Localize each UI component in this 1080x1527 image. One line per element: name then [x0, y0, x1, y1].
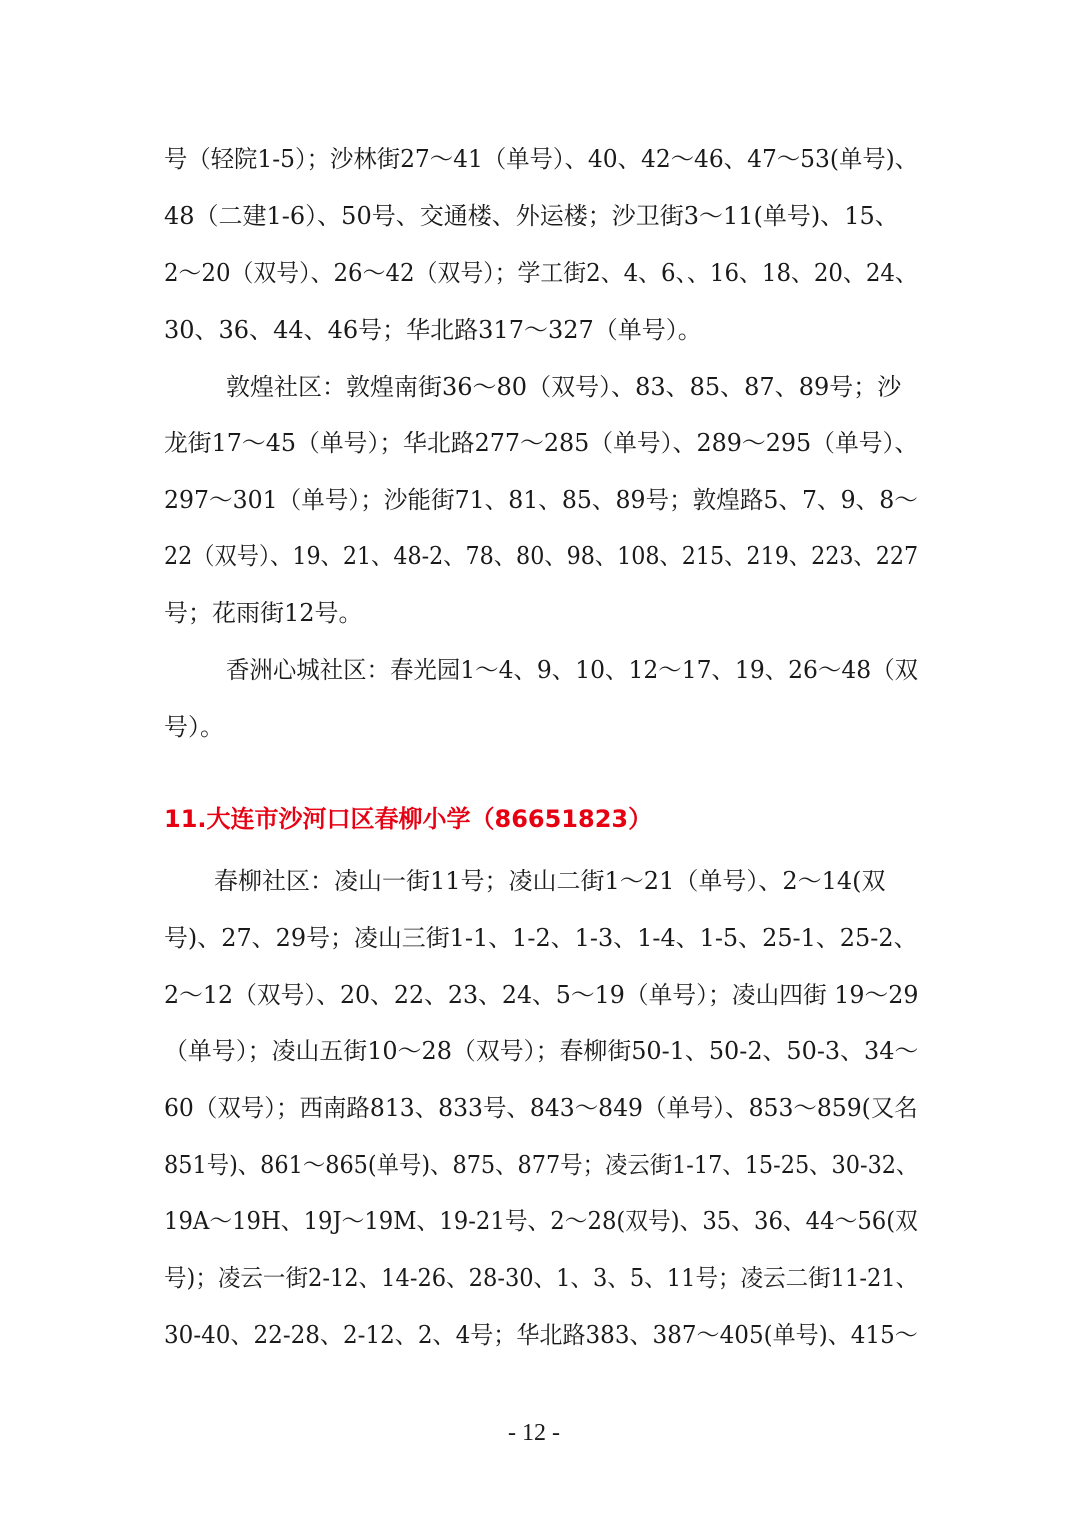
- text-line: 30、36、44、46号；华北路317～327（单号）。: [164, 316, 702, 344]
- text-line: 敦煌社区：敦煌南街36～80（双号）、83、85、87、89号；沙: [226, 373, 902, 401]
- text-line: 龙街17～45（单号）；华北路277～285（单号）、289～295（单号）、: [164, 429, 919, 457]
- text-line: 2～12（双号）、20、22、23、24、5～19（单号）；凌山四街 19～29: [164, 981, 919, 1009]
- text-line: 号（轻院1-5）；沙林街27～41（单号）、40、42～46、47～53(单号)、: [164, 145, 919, 173]
- page-number: - 12 -: [508, 1420, 560, 1446]
- text-line: 号)；凌云一街2-12、14-26、28-30、1、3、5、11号；凌云二街11-21、: [164, 1264, 919, 1292]
- text-line: 48（二建1-6）、50号、交通楼、外运楼；沙卫街3～11(单号)、15、: [164, 202, 899, 230]
- section-heading: 11.大连市沙河口区春柳小学（86651823）: [164, 805, 653, 833]
- text-line: 号）。: [164, 713, 224, 741]
- text-line: 号；花雨街12号。: [164, 599, 363, 627]
- text-line: （单号）；凌山五街10～28（双号）；春柳街50-1、50-2、50-3、34～: [164, 1037, 919, 1065]
- text-line: 19A～19H、19J～19M、19-21号、2～28(双号)、35、36、44～56(双: [164, 1207, 918, 1235]
- text-line: 号)、27、29号；凌山三街1-1、1-2、1-3、1-4、1-5、25-1、25-2、: [164, 924, 918, 952]
- text-line: 30-40、22-28、2-12、2、4号；华北路383、387～405(单号)、415～: [164, 1321, 918, 1349]
- text-line: 851号)、861～865(单号)、875、877号；凌云街1-17、15-25、30-32、: [164, 1151, 919, 1179]
- text-line: 春柳社区：凌山一街11号；凌山二街1～21（单号）、2～14(双: [214, 867, 886, 895]
- text-line: 297～301（单号）；沙能街71、81、85、89号；敦煌路5、7、9、8～: [164, 486, 918, 514]
- text-line: 22（双号）、19、21、48-2、78、80、98、108、215、219、223、227: [164, 542, 919, 570]
- text-line: 60（双号）；西南路813、833号、843～849（单号）、853～859(又名: [164, 1094, 918, 1122]
- text-line: 香洲心城社区：春光园1～4、9、10、12～17、19、26～48（双: [226, 656, 919, 684]
- text-line: 2～20（双号）、26～42（双号）；学工街2、4、6、、16、18、20、24、: [164, 259, 918, 287]
